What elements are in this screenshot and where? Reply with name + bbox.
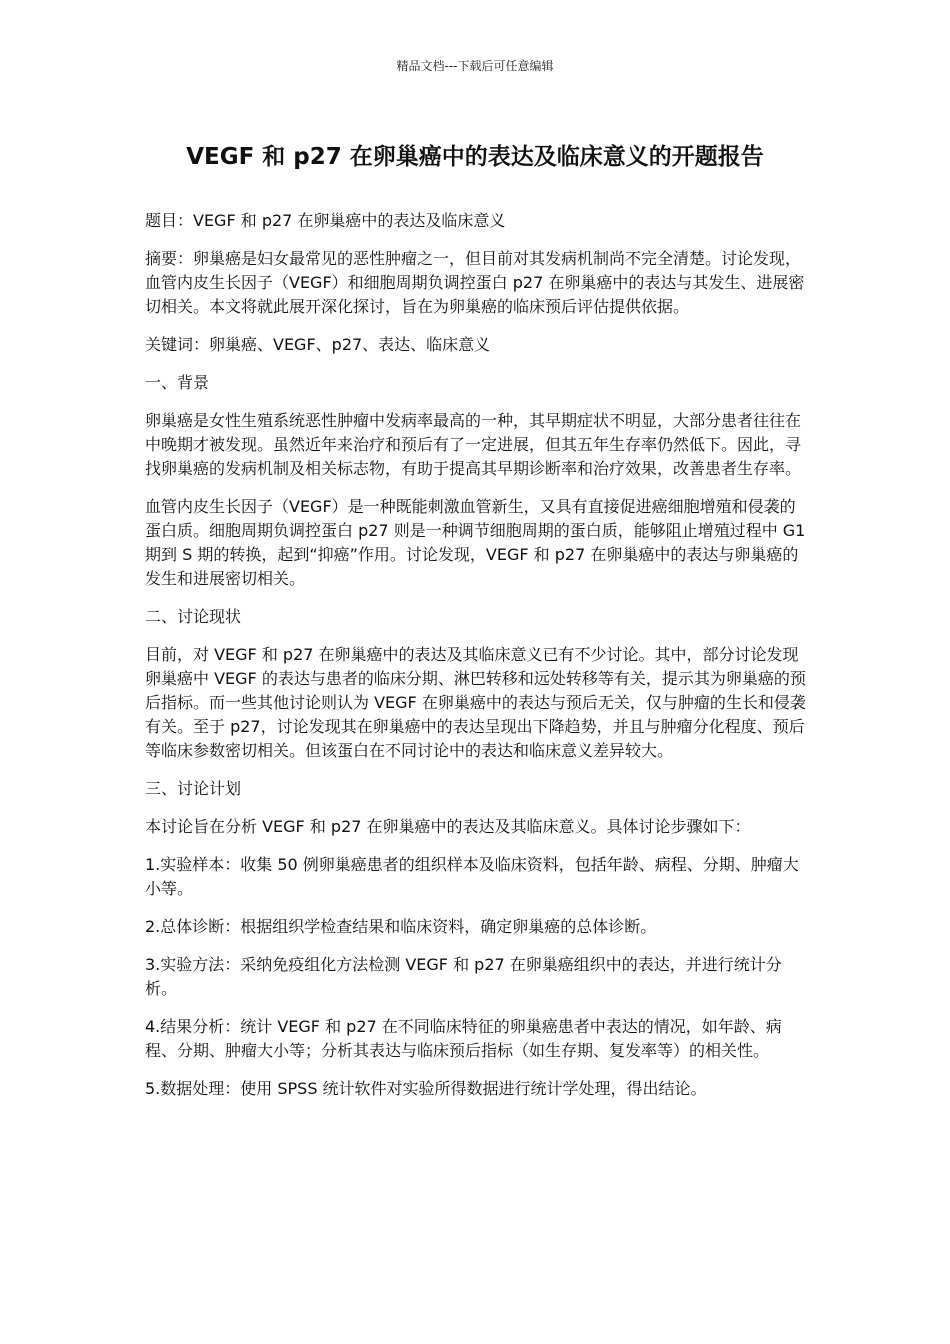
section-heading-background: 一、背景 <box>145 373 210 392</box>
plan-step-1: 1.实验样本：收集 50 例卵巢癌患者的组织样本及临床资料，包括年龄、病程、分期、肿瘤大小等。 <box>145 855 799 898</box>
keywords-paragraph: 关键词：卵巢癌、VEGF、p27、表达、临床意义 <box>145 335 491 354</box>
section-heading-status: 二、讨论现状 <box>145 607 242 626</box>
background-paragraph-1: 卵巢癌是女性生殖系统恶性肿瘤中发病率最高的一种，其早期症状不明显，大部分患者往往在中晚期才被发现。虽然近年来治疗和预后有了一定进展，但其五年生存率仍然低下。因此，寻找卵巢癌的发病机制及相关标志物，有助于提高其早期诊断率和治疗效果，改善患者生存率。 <box>145 411 802 478</box>
plan-step-4: 4.结果分析：统计 VEGF 和 p27 在不同临床特征的卵巢癌患者中表达的情况，如年龄、病程、分期、肿瘤大小等；分析其表达与临床预后指标（如生存期、复发率等）的相关性。 <box>145 1017 782 1060</box>
plan-step-3: 3.实验方法：采纳免疫组化方法检测 VEGF 和 p27 在卵巢癌组织中的表达，并进行统计分析。 <box>145 955 782 998</box>
plan-intro-paragraph: 本讨论旨在分析 VEGF 和 p27 在卵巢癌中的表达及其临床意义。具体讨论步骤如下： <box>145 817 751 836</box>
page-header-note: 精品文档---下载后可任意编辑 <box>396 59 554 73</box>
document-title: VEGF 和 p27 在卵巢癌中的表达及临床意义的开题报告 <box>186 144 764 170</box>
abstract-paragraph: 摘要：卵巢癌是妇女最常见的恶性肿瘤之一，但目前对其发病机制尚不完全清楚。讨论发现，血管内皮生长因子（VEGF）和细胞周期负调控蛋白 p27 在卵巢癌中的表达与其发生、进展密切相关。本文将就此展开深化探讨，旨在为卵巢癌的临床预后评估提供依据。 <box>145 249 805 316</box>
plan-step-5: 5.数据处理：使用 SPSS 统计软件对实验所得数据进行统计学处理，得出结论。 <box>145 1079 707 1098</box>
plan-step-2: 2.总体诊断：根据组织学检查结果和临床资料，确定卵巢癌的总体诊断。 <box>145 917 657 936</box>
document-body <box>145 209 810 1115</box>
background-paragraph-2: 血管内皮生长因子（VEGF）是一种既能刺激血管新生，又具有直接促进癌细胞增殖和侵袭的蛋白质。细胞周期负调控蛋白 p27 则是一种调节细胞周期的蛋白质，能够阻止增殖过程中 G1 期到 S 期的转换，起到“抑癌”作用。讨论发现，VEGF 和 p27 在卵巢癌中的表达与卵巢癌的发生和进展密切相关。 <box>145 497 806 588</box>
topic-paragraph: 题目：VEGF 和 p27 在卵巢癌中的表达及临床意义 <box>145 211 506 230</box>
section-heading-plan: 三、讨论计划 <box>145 779 242 798</box>
status-paragraph: 目前，对 VEGF 和 p27 在卵巢癌中的表达及其临床意义已有不少讨论。其中，部分讨论发现卵巢癌中 VEGF 的表达与患者的临床分期、淋巴转移和远处转移等有关，提示其为卵巢癌的预后指标。而一些其他讨论则认为 VEGF 在卵巢癌中的表达与预后无关，仅与肿瘤的生长和侵袭有关。至于 p27，讨论发现其在卵巢癌中的表达呈现出下降趋势，并且与肿瘤分化程度、预后等临床参数密切相关。但该蛋白在不同讨论中的表达和临床意义差异较大。 <box>145 645 806 760</box>
